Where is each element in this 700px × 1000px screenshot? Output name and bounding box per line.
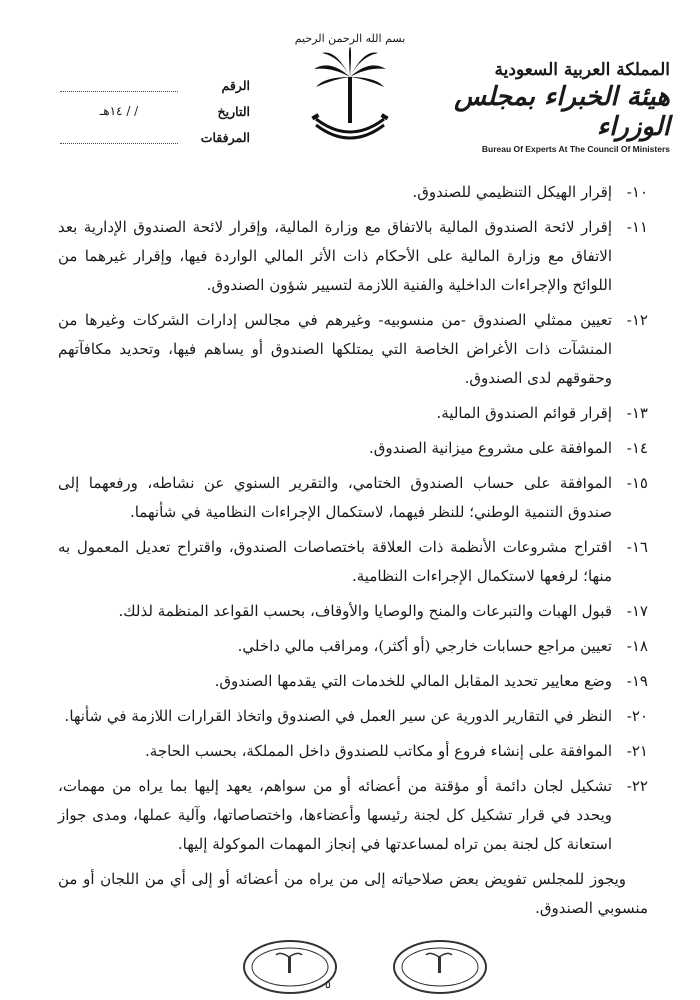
item-text: النظر في التقارير الدورية عن سير العمل في الصندوق واتخاذ القرارات اللازمة في شأنها.: [64, 707, 612, 725]
item-text: إقرار قوائم الصندوق المالية.: [436, 404, 612, 422]
item-number: ٢٢-: [626, 777, 648, 795]
page-number: ٥: [325, 978, 331, 991]
item-number: ١٦-: [626, 538, 648, 556]
list-item: [58, 533, 648, 591]
basmala: بسم الله الرحمن الرحيم: [294, 32, 406, 45]
item-text: تشكيل لجان دائمة أو مؤقتة من أعضائه أو من سواهم، يعهد إليها بما يراه من مهمات، ويحدد في قرار تشكيل كل لجنة رئيسها وأعضاءها، واختصاصاتها، وآلية عملها، ومدى جواز استعانة كل لجنة بمن تراه لمساعدتها في إنجاز المهمات الموكولة إليها.: [58, 777, 612, 853]
list-item: [58, 632, 648, 661]
list-item: [58, 737, 648, 766]
reference-number-line: [60, 79, 178, 92]
reference-number-label: الرقم: [221, 77, 250, 93]
list-item: [58, 702, 648, 731]
item-number: ١٤-: [626, 439, 648, 457]
reference-block: [60, 72, 250, 150]
item-text: قبول الهبات والتبرعات والمنح والوصايا والأوقاف، بحسب القواعد المنظمة لذلك.: [118, 602, 612, 620]
list-item: [58, 434, 648, 463]
list-item: [58, 469, 648, 527]
item-text: الموافقة على إنشاء فروع أو مكاتب للصندوق داخل المملكة، بحسب الحاجة.: [145, 742, 612, 760]
stamps-area: [230, 935, 500, 995]
item-number: ١٩-: [626, 672, 648, 690]
document-body: [58, 178, 648, 923]
closing-paragraph: ويجوز للمجلس تفويض بعض صلاحياته إلى من يراه من أعضائه أو إلى أي من اللجان أو من منسوبي الصندوق.: [58, 870, 648, 917]
date-label: التاريخ: [217, 103, 250, 119]
item-number: ١١-: [626, 218, 648, 236]
date-value: / / ١٤هـ: [99, 104, 139, 118]
reference-number-row: [60, 72, 250, 98]
item-number: ٢١-: [626, 742, 648, 760]
letterhead: [0, 0, 700, 175]
item-number: ١٨-: [626, 637, 648, 655]
item-number: ١٧-: [626, 602, 648, 620]
list-item: [58, 178, 648, 207]
list-item: [58, 772, 648, 859]
organization-block: [420, 60, 670, 154]
item-number: ١٣-: [626, 404, 648, 422]
list-item: [58, 399, 648, 428]
item-number: ٢٠-: [626, 707, 648, 725]
item-text: إقرار لائحة الصندوق المالية بالاتفاق مع وزارة المالية، وإقرار لائحة الصندوق الإدارية بعد الاتفاق مع وزارة المالية على الأحكام ذات الأثر المالي الواردة فيها، وإقرار غيرهما من اللوائح والإجراءات الداخلية والفنية اللازمة لتسيير شؤون الصندوق.: [58, 218, 612, 294]
bureau-name-english: Bureau Of Experts At The Council Of Ministers: [481, 144, 670, 154]
attachments-row: [60, 124, 250, 150]
item-number: ١٠-: [626, 183, 648, 201]
national-emblem: [290, 32, 410, 162]
item-text: وضع معايير تحديد المقابل المالي للخدمات التي يقدمها الصندوق.: [214, 672, 612, 690]
item-text: تعيين مراجع حسابات خارجي (أو أكثر)، ومراقب مالي داخلي.: [237, 637, 612, 655]
list-item: [58, 306, 648, 393]
item-text: إقرار الهيكل التنظيمي للصندوق.: [412, 183, 612, 201]
attachments-label: المرفقات: [200, 129, 250, 145]
kingdom-name: المملكة العربية السعودية: [494, 60, 670, 80]
attachments-line: [60, 131, 178, 144]
item-text: الموافقة على حساب الصندوق الختامي، والتقرير السنوي عن نشاطه، ورفعهما إلى صندوق التنمية الوطني؛ للنظر فيهما، لاستكمال الإجراءات النظامية في شأنهما.: [58, 474, 612, 521]
list-item: [58, 213, 648, 300]
item-text: تعيين ممثلي الصندوق -من منسوبيه- وغيرهم في مجالس إدارات الشركات وغيرها من المنشآت ذات الأغراض الخاصة التي يمتلكها الصندوق أو يساهم فيها، وتحديد مكافآتهم وحقوقهم لدى الصندوق.: [58, 311, 612, 387]
bureau-name: هيئة الخبراء بمجلس الوزراء: [454, 82, 670, 142]
official-stamp-icon: [390, 935, 490, 995]
item-number: ١٥-: [626, 474, 648, 492]
date-row: [60, 98, 250, 124]
list-item: [58, 597, 648, 626]
item-text: الموافقة على مشروع ميزانية الصندوق.: [368, 439, 612, 457]
item-text: اقتراح مشروعات الأنظمة ذات العلاقة باختصاصات الصندوق، واقتراح تعديل المعمول به منها؛ لرفعها لاستكمال الإجراءات النظامية.: [58, 538, 612, 585]
palm-and-swords-icon: [310, 47, 390, 147]
item-number: ١٢-: [626, 311, 648, 329]
list-item: [58, 667, 648, 696]
